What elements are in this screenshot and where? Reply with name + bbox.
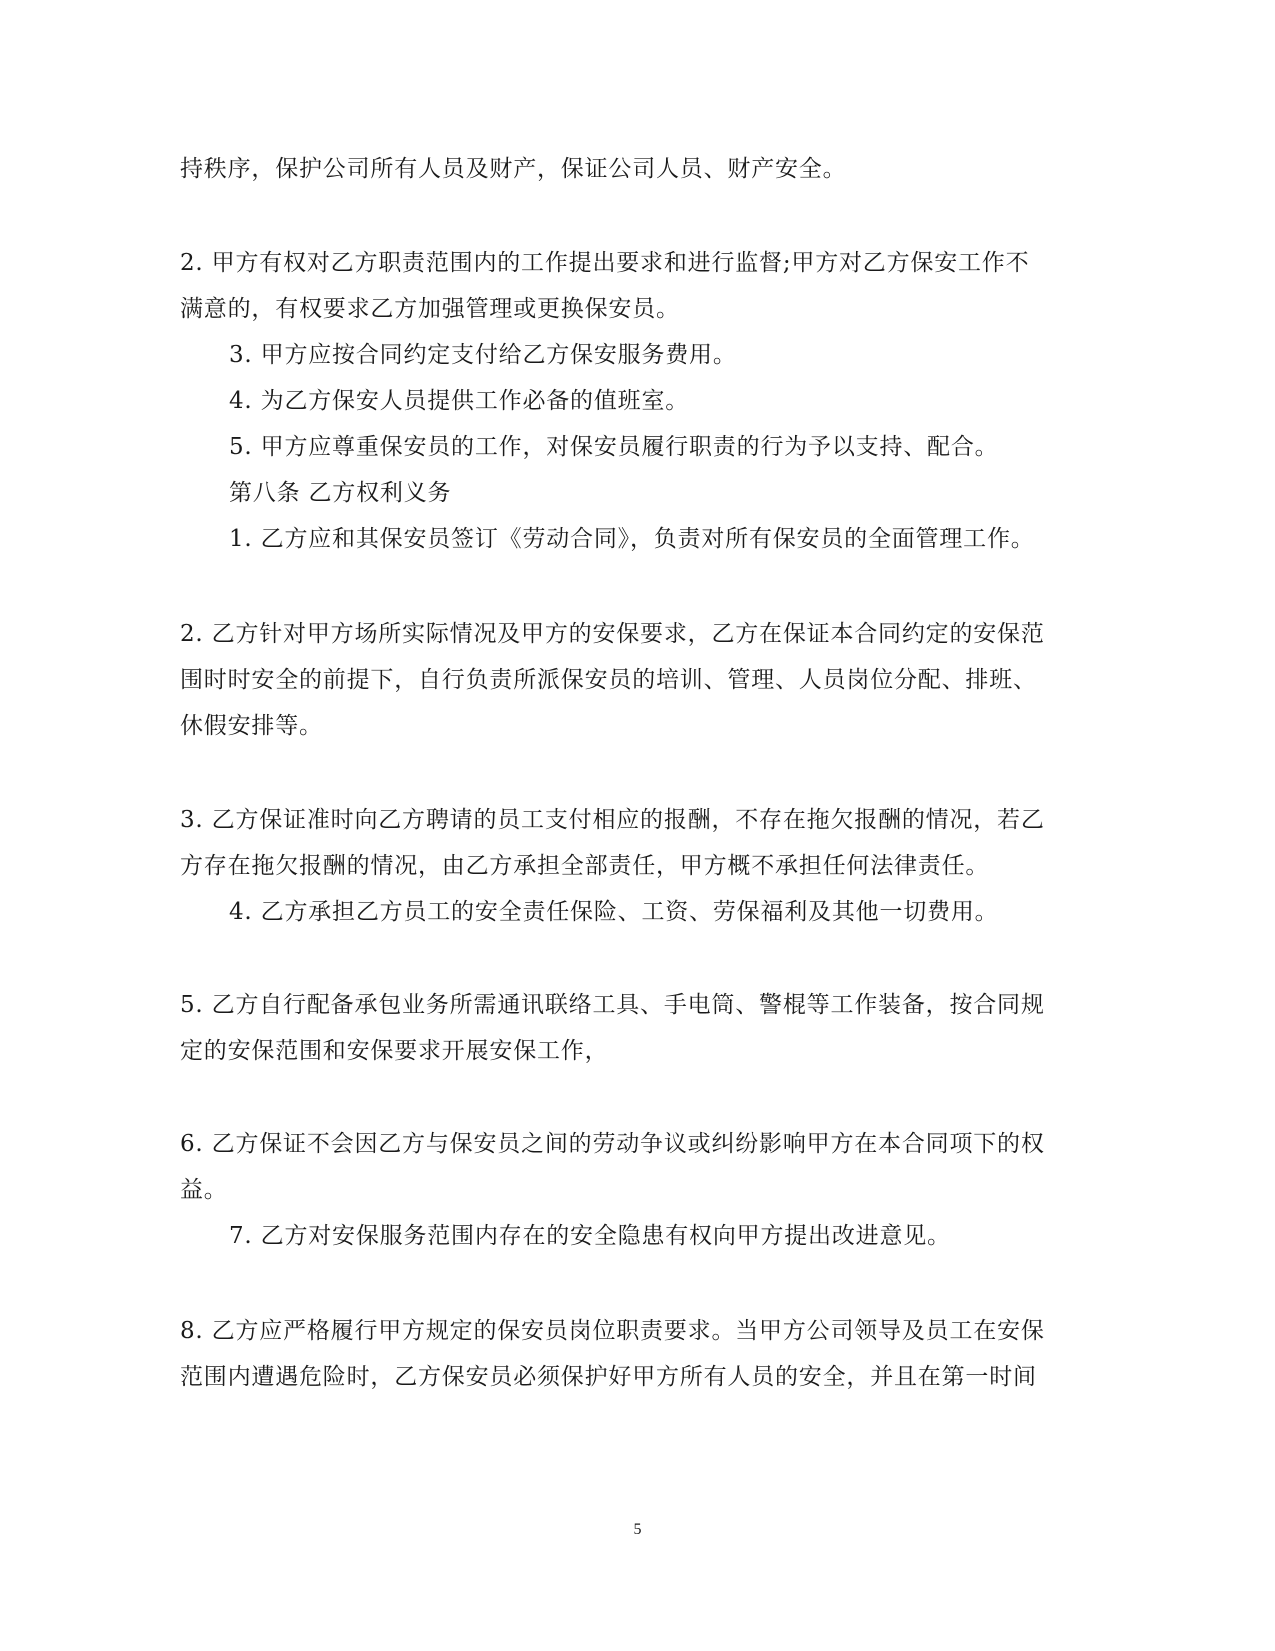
text-line: 7. 乙方对安保服务范围内存在的安全隐患有权向甲方提出改进意见。 <box>229 1223 951 1249</box>
section-heading: 第八条 乙方权利义务 <box>229 480 452 506</box>
text-line: 4. 乙方承担乙方员工的安全责任保险、工资、劳保福利及其他一切费用。 <box>229 899 999 925</box>
text-line: 2. 乙方针对甲方场所实际情况及甲方的安保要求，乙方在保证本合同约定的安保范 <box>180 621 1045 647</box>
text-line: 3. 甲方应按合同约定支付给乙方保安服务费用。 <box>229 342 737 368</box>
text-line: 8. 乙方应严格履行甲方规定的保安员岗位职责要求。当甲方公司领导及员工在安保 <box>180 1318 1045 1344</box>
text-line: 3. 乙方保证准时向乙方聘请的员工支付相应的报酬，不存在拖欠报酬的情况，若乙 <box>180 807 1045 833</box>
text-line: 4. 为乙方保安人员提供工作必备的值班室。 <box>229 388 690 414</box>
text-line: 6. 乙方保证不会因乙方与保安员之间的劳动争议或纠纷影响甲方在本合同项下的权 <box>180 1131 1045 1157</box>
page-number: 5 <box>633 1521 642 1538</box>
text-line: 2. 甲方有权对乙方职责范围内的工作提出要求和进行监督;甲方对乙方保安工作不 <box>180 250 1030 276</box>
text-line: 范围内遭遇危险时，乙方保安员必须保护好甲方所有人员的安全，并且在第一时间 <box>180 1364 1037 1390</box>
text-line: 围时时安全的前提下，自行负责所派保安员的培训、管理、人员岗位分配、排班、 <box>180 667 1037 693</box>
text-line: 益。 <box>180 1177 228 1203</box>
text-line: 1. 乙方应和其保安员签订《劳动合同》，负责对所有保安员的全面管理工作。 <box>229 526 1035 552</box>
text-line: 5. 乙方自行配备承包业务所需通讯联络工具、手电筒、警棍等工作装备，按合同规 <box>180 992 1045 1018</box>
text-line: 休假安排等。 <box>180 713 323 739</box>
text-line: 方存在拖欠报酬的情况，由乙方承担全部责任，甲方概不承担任何法律责任。 <box>180 853 990 879</box>
text-line: 定的安保范围和安保要求开展安保工作， <box>180 1038 609 1064</box>
text-line: 满意的，有权要求乙方加强管理或更换保安员。 <box>180 296 680 322</box>
text-line: 5. 甲方应尊重保安员的工作，对保安员履行职责的行为予以支持、配合。 <box>229 434 999 460</box>
text-line: 持秩序，保护公司所有人员及财产，保证公司人员、财产安全。 <box>180 156 847 182</box>
